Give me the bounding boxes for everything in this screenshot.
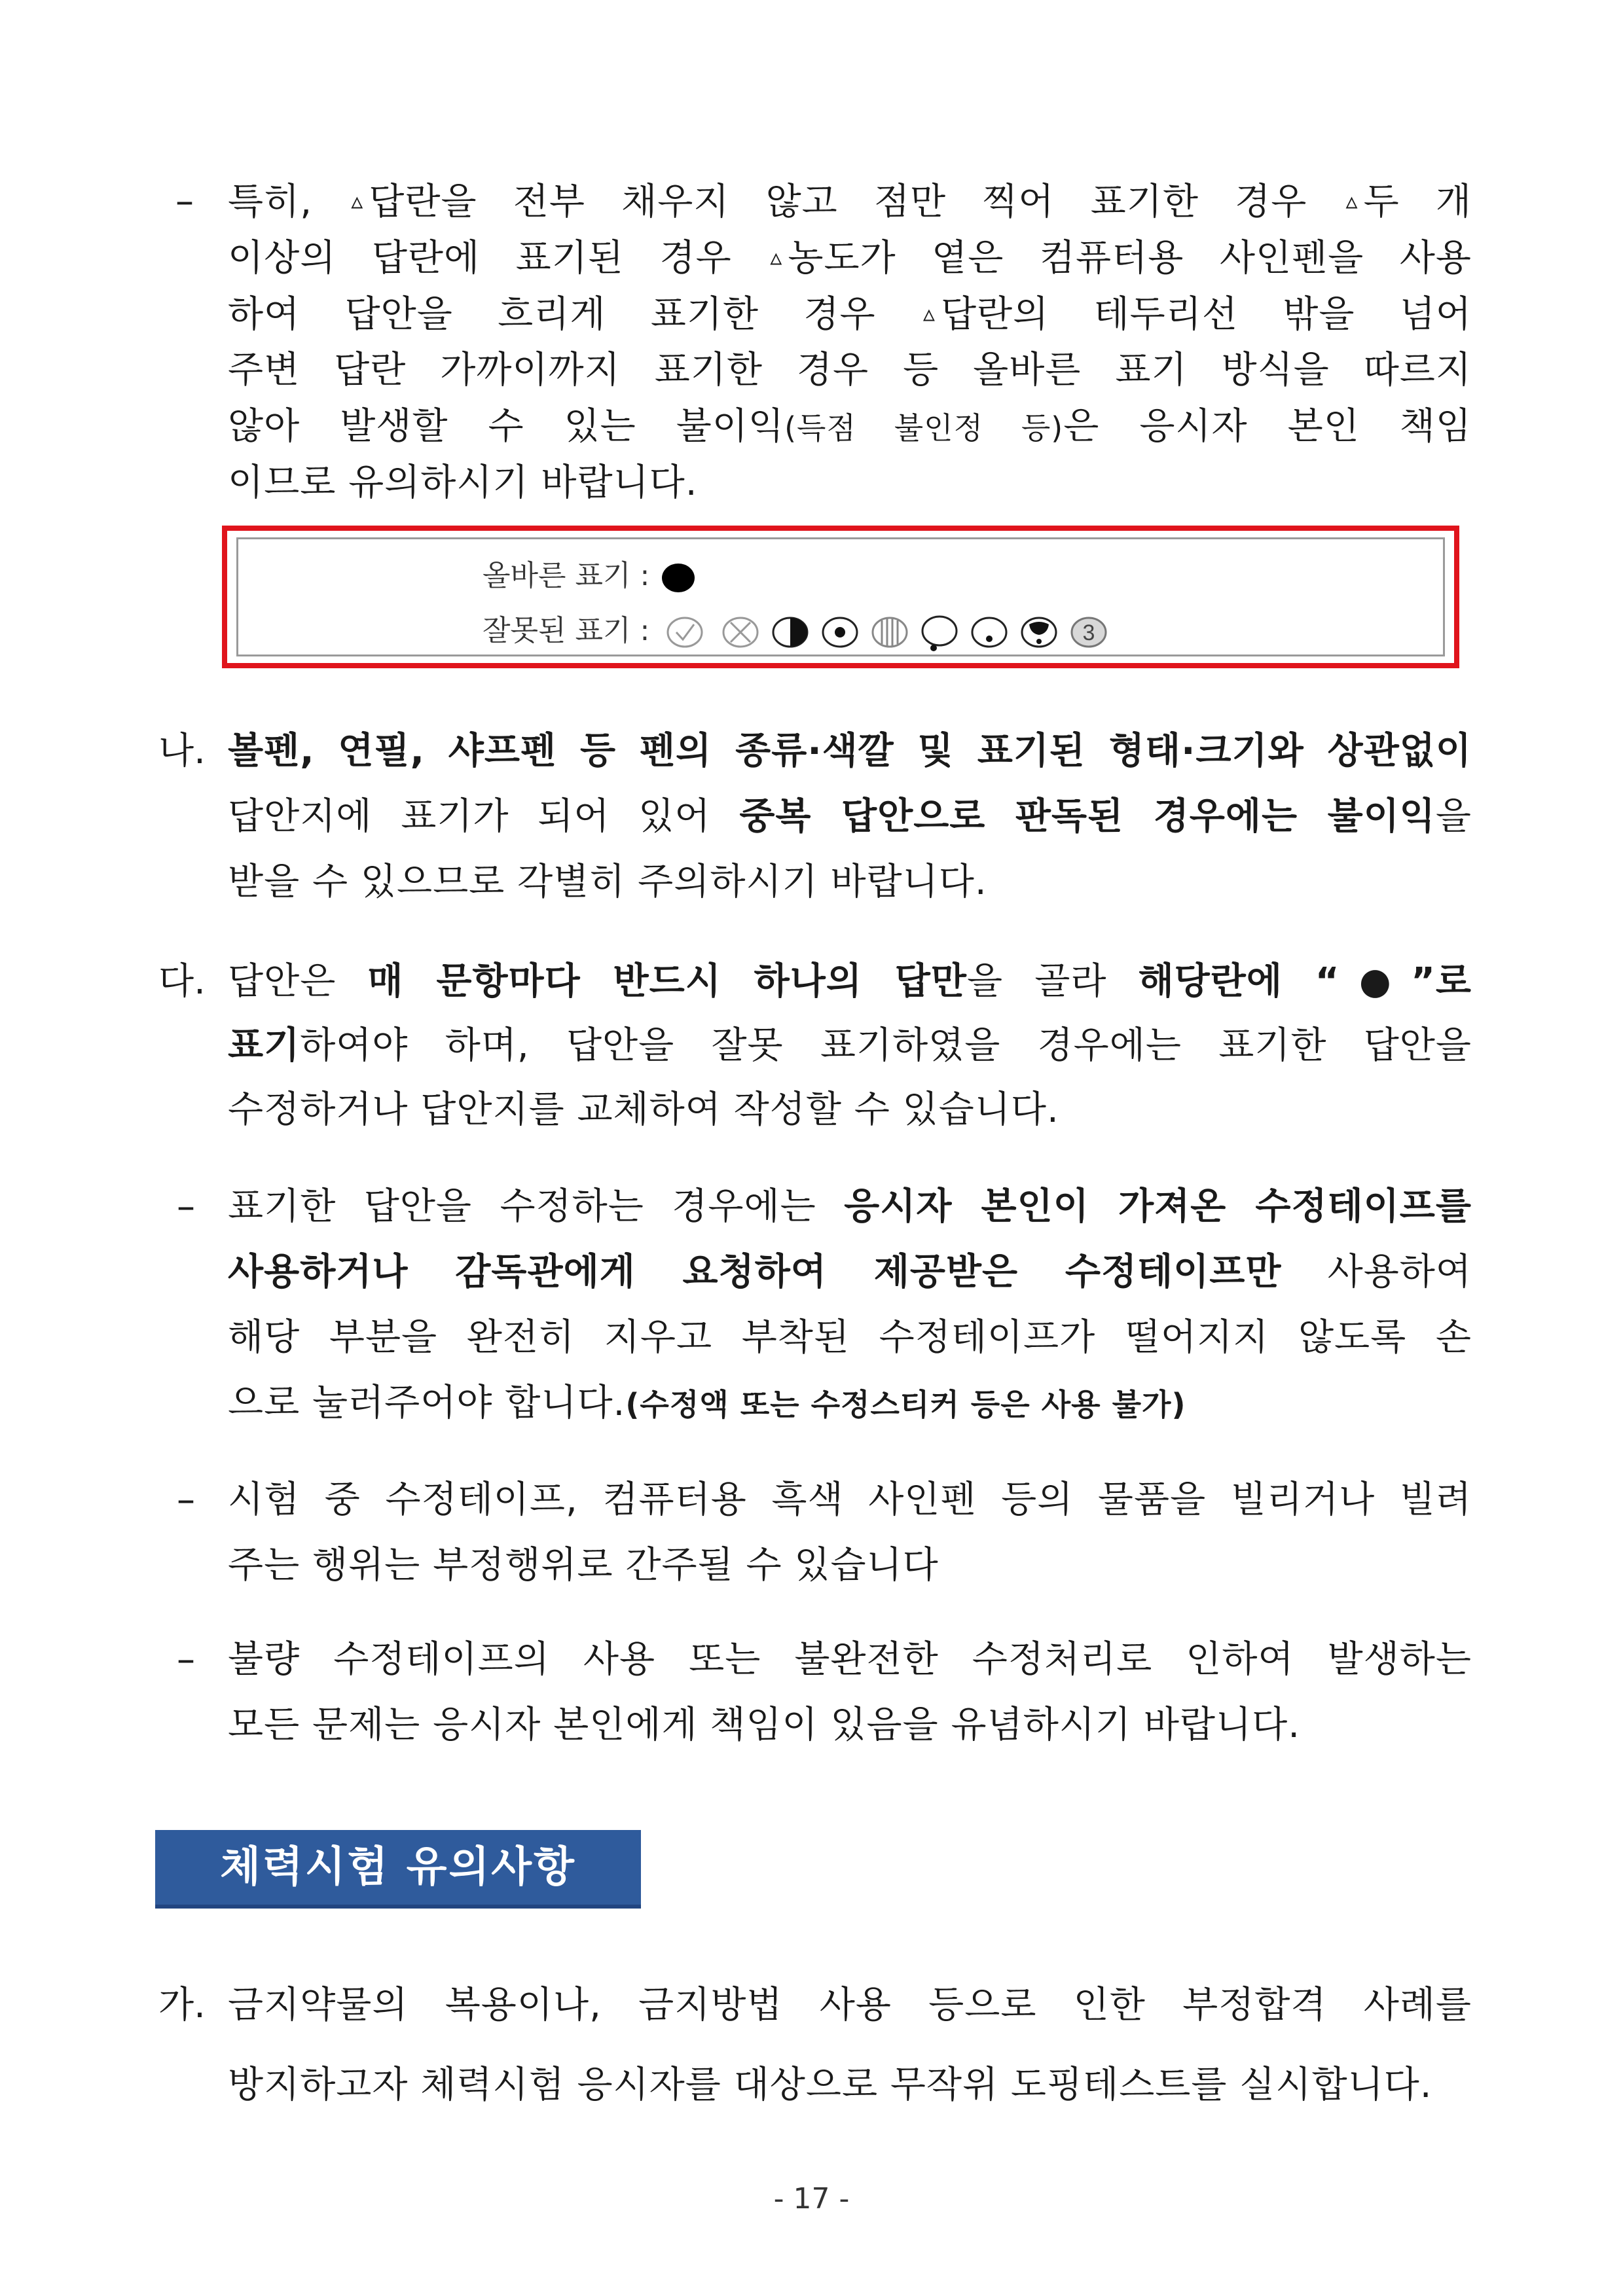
triangle-bullet-icon: ▵ bbox=[1345, 188, 1359, 215]
intro-line-4: 주변 답란 가까이까지 표기한 경우 등 올바른 표기 방식을 따르지 bbox=[228, 349, 1472, 391]
item-da-line-1: 답안은 매 문항마다 반드시 하나의 답만을 골라 해당란에 “●”로 bbox=[228, 960, 1472, 1003]
correct-marking-label: 올바른 표기 : bbox=[483, 559, 650, 592]
section-header: 체력시험 유의사항 bbox=[155, 1830, 641, 1909]
dot-center-circle-icon bbox=[820, 613, 860, 652]
page-number: - 17 - bbox=[773, 2182, 850, 2215]
intro-line-2: 이상의 답란에 표기된 경우 ▵ 농도가 옅은 컴퓨터용 사인펜을 사용 bbox=[228, 237, 1472, 279]
item-na-line-2: 답안지에 표기가 되어 있어 중복 답안으로 판독된 경우에는 불이익을 bbox=[228, 795, 1472, 838]
check-mark-circle-icon bbox=[659, 613, 711, 652]
item-ga-line-1: 금지약물의 복용이나, 금지방법 사용 등으로 인한 부정합격 사례를 bbox=[228, 1984, 1472, 2026]
item-na-line-3: 받을 수 있으므로 각별히 주의하시기 바랍니다. bbox=[228, 861, 987, 903]
filled-circle-icon bbox=[659, 558, 704, 597]
sub-3-line-1: 불량 수정테이프의 사용 또는 불완전한 수정처리로 인하여 발생하는 bbox=[228, 1638, 1472, 1681]
intro-line-6: 이므로 유의하시기 바랍니다. bbox=[228, 461, 698, 504]
sub-1-line-2: 사용하거나 감독관에게 요청하여 제공받은 수정테이프만 사용하여 bbox=[228, 1251, 1472, 1293]
sub-1-line-4: 으로 눌러주어야 합니다.(수정액 또는 수정스티커 등은 사용 불가) bbox=[228, 1382, 1186, 1424]
wrong-marking-row bbox=[483, 608, 1109, 654]
item-na-marker: 나. bbox=[158, 730, 206, 772]
item-da-line-2: 표기하여야 하며, 답안을 잘못 표기하였을 경우에는 표기한 답안을 bbox=[228, 1024, 1472, 1067]
x-mark-circle-icon bbox=[720, 613, 761, 652]
intro-line-1: 특히, ▵ 답란을 전부 채우지 않고 점만 찍어 표기한 경우 ▵ 두 개 bbox=[228, 181, 1472, 223]
triangle-bullet-icon: ▵ bbox=[770, 244, 783, 271]
marking-example-box bbox=[222, 526, 1459, 668]
triangle-bullet-icon: ▵ bbox=[351, 188, 364, 215]
intro-line-5: 않아 발생할 수 있는 불이익(득점 불인정 등)은 응시자 본인 책임 bbox=[228, 405, 1472, 448]
triangle-bullet-icon: ▵ bbox=[922, 300, 936, 327]
sub-2-dash: – bbox=[177, 1479, 195, 1521]
partial-filled-circle-icon bbox=[1019, 613, 1059, 652]
lined-circle-icon bbox=[869, 613, 910, 652]
item-ga-marker: 가. bbox=[158, 1984, 206, 2026]
intro-dash: – bbox=[175, 180, 194, 223]
numbered-circle-text: 3 bbox=[1082, 620, 1095, 645]
dot-outside-circle-icon bbox=[919, 613, 960, 652]
item-ga-line-2: 방지하고자 체력시험 응시자를 대상으로 무작위 도핑테스트를 실시합니다. bbox=[228, 2064, 1432, 2106]
intro-line-3: 하여 답안을 흐리게 표기한 경우 ▵ 답란의 테두리선 밖을 넘어 bbox=[228, 293, 1472, 336]
sub-1-dash: – bbox=[177, 1185, 195, 1228]
item-da-marker: 다. bbox=[158, 960, 206, 1003]
item-na-line-1: 볼펜, 연필, 샤프펜 등 펜의 종류·색깔 및 표기된 형태·크기와 상관없이 bbox=[228, 730, 1472, 772]
dot-bottom-circle-icon bbox=[969, 613, 1010, 652]
sub-2-line-2: 주는 행위는 부정행위로 간주될 수 있습니다 bbox=[228, 1544, 939, 1587]
correct-marking-row bbox=[483, 553, 704, 599]
item-da-line-3: 수정하거나 답안지를 교체하여 작성할 수 있습니다. bbox=[228, 1088, 1059, 1131]
sub-3-dash: – bbox=[177, 1638, 195, 1681]
numbered-circle-icon bbox=[1068, 613, 1109, 652]
sub-3-line-2: 모든 문제는 응시자 본인에게 책임이 있음을 유념하시기 바랍니다. bbox=[228, 1704, 1300, 1746]
sub-1-line-3: 해당 부분을 완전히 지우고 부착된 수정테이프가 떨어지지 않도록 손 bbox=[228, 1316, 1472, 1359]
sub-2-line-1: 시험 중 수정테이프, 컴퓨터용 흑색 사인펜 등의 물품을 빌리거나 빌려 bbox=[228, 1479, 1472, 1521]
half-filled-circle-icon bbox=[770, 613, 811, 652]
wrong-marking-label: 잘못된 표기 : bbox=[483, 614, 650, 647]
sub-1-line-1: 표기한 답안을 수정하는 경우에는 응시자 본인이 가져온 수정테이프를 bbox=[228, 1185, 1472, 1228]
